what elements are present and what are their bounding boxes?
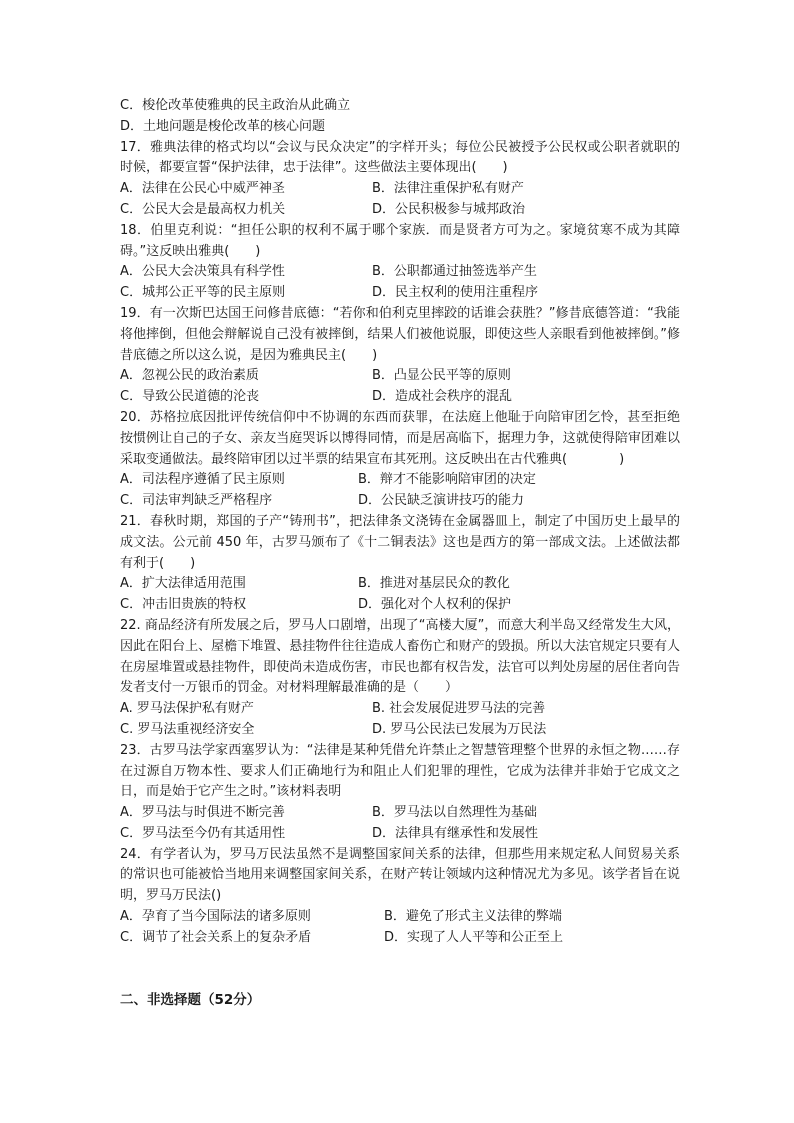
option-a: A. 罗马法保护私有财产: [120, 701, 254, 717]
option-b: B．避免了形式主义法律的弊端: [384, 909, 562, 925]
option-d: D．实现了人人平等和公正至上: [384, 929, 564, 945]
option-row: [120, 574, 680, 595]
option-row: [120, 824, 680, 845]
question-stem: 22. 商品经济有所发展之后，罗马人口剧增，出现了“高楼大厦”，而意大利半岛又经常发生大风，因此在阳台上、屋檐下堆置、悬挂物件往往造成人畜伤亡和财产的毁损。所以大法官规定只要有人在房屋堆置或悬挂物件，即使尚未造成伤害，市民也都有权告发，法官可以判处房屋的居住者向告发者支付一万银币的罚金。对材料理解最准确的是（ ）: [120, 617, 680, 696]
option-a: A．孕育了当今国际法的诸多原则: [120, 909, 311, 925]
option-d: D. 罗马公民法已发展为万民法: [372, 721, 547, 737]
option-b: B．公职都通过抽签选举产生: [372, 264, 537, 280]
option-row: [120, 699, 680, 720]
option-b: B. 社会发展促进罗马法的完善: [372, 701, 546, 717]
option-a: A．司法程序遵循了民主原则: [120, 472, 285, 488]
option-row: [120, 387, 680, 408]
option-a: A．法律在公民心中威严神圣: [120, 181, 285, 197]
option-row: [120, 366, 680, 387]
question-18: [120, 221, 680, 304]
option-d: D．公民积极参与城邦政治: [372, 201, 526, 217]
option-b: B．法律注重保护私有财产: [372, 181, 524, 197]
option-row: [120, 470, 680, 491]
option-b: B．凸显公民平等的原则: [372, 368, 511, 384]
option-d: D．民主权利的使用注重程序: [372, 285, 539, 301]
question-24: [120, 845, 680, 949]
question-17: [120, 138, 680, 221]
question-stem: 19．有一次斯巴达国王问修昔底德：“若你和伯利克里摔跤的话谁会获胜？”修昔底德答道：“我能将他摔倒，但他会辩解说自己没有被摔倒，结果人们被他说服，即使这些人亲眼看到他被摔倒。”修昔底德之所以这么说，是因为雅典民主( ): [120, 305, 680, 363]
option-row: [120, 907, 680, 928]
question-21: [120, 512, 680, 616]
option-c: C．罗马法至今仍有其适用性: [120, 825, 286, 841]
option-c: C. 罗马法重视经济安全: [120, 721, 255, 737]
question-stem: 21．春秋时期，郑国的子产“铸刑书”，把法律条文浇铸在金属器皿上，制定了中国历史上最早的成文法。公元前 450 年，古罗马颁布了《十二铜表法》这也是西方的第一部成文法。上述做法都有利于( ): [120, 513, 680, 571]
question-22: [120, 616, 680, 741]
option-c: C．公民大会是最高权力机关: [120, 201, 286, 217]
option-c: C．导致公民道德的沦丧: [120, 389, 260, 405]
option-row: [120, 720, 680, 741]
option-a: A．忽视公民的政治素质: [120, 368, 259, 384]
question-stem: 23．古罗马法学家西塞罗认为：“法律是某种凭借允许禁止之智慧管理整个世界的永恒之物……存在过源自万物本性、要求人们正确地行为和阻止人们犯罪的理性，它成为法律并非始于它成文之日，而是始于它产生之时。”该材料表明: [120, 742, 680, 800]
option-c: C．调节了社会关系上的复杂矛盾: [120, 929, 312, 945]
option-row: [120, 179, 680, 200]
option-row: [120, 803, 680, 824]
question-stem: 17．雅典法律的格式均以“会议与民众决定”的字样开头；每位公民被授予公民权或公职者就职的时候，都要宣誓“保护法律，忠于法律”。这些做法主要体现出( ): [120, 139, 680, 176]
question-stem: 18．伯里克利说：“担任公职的权利不属于哪个家族．而是贤者方可为之。家境贫寒不成为其障碍。”这反映出雅典( ): [120, 222, 680, 259]
option-c: C．城邦公正平等的民主原则: [120, 285, 286, 301]
option-row: [120, 928, 680, 949]
option-d: D．强化对个人权利的保护: [358, 597, 512, 613]
option-b: B．辩才不能影响陪审团的决定: [358, 472, 536, 488]
option-row: [120, 491, 680, 512]
option-b: B．罗马法以自然理性为基础: [372, 805, 537, 821]
option-b: B．推进对基层民众的教化: [358, 576, 510, 592]
option-row: [120, 200, 680, 221]
option-row: [120, 262, 680, 283]
option-d: D．公民缺乏演讲技巧的能力: [358, 493, 525, 509]
option-a: A．公民大会决策具有科学性: [120, 264, 285, 280]
option-d: D．法律具有继承性和发展性: [372, 825, 539, 841]
question-list: [120, 96, 680, 949]
option-row: [120, 595, 680, 616]
option-c: C．梭伦改革使雅典的民主政治从此确立: [120, 98, 351, 113]
question-stem: 20．苏格拉底因批评传统信仰中不协调的东西而获罪，在法庭上他耻于向陪审团乞怜，甚至拒绝按惯例让自己的子女、亲友当庭哭诉以博得同情，而是居高临下，据理力争，这就使得陪审团难以采取变通做法。最终陪审团以过半票的结果宣布其死刑。这反映出在古代雅典( ): [120, 409, 680, 467]
question-19: [120, 304, 680, 408]
option-a: A．罗马法与时俱进不断完善: [120, 805, 285, 821]
section-title: 二、非选择题（52分）: [120, 992, 261, 1008]
option-row: [120, 283, 680, 304]
option-c: C．司法审判缺乏严格程序: [120, 493, 273, 509]
question-20: [120, 408, 680, 512]
option-c: C．冲击旧贵族的特权: [120, 597, 247, 613]
option-d: D．土地问题是梭伦改革的核心问题: [120, 118, 326, 134]
question-23: [120, 741, 680, 845]
question-stem: 24．有学者认为，罗马万民法虽然不是调整国家间关系的法律，但那些用来规定私人间贸易关系的常识也可能被恰当地用来调整国家间关系，在财产转让领域内这种情况尤为多见。该学者旨在说明，罗马万民法(): [120, 846, 680, 904]
option-d: D．造成社会秩序的混乱: [372, 389, 513, 405]
option-a: A．扩大法律适用范围: [120, 576, 246, 592]
